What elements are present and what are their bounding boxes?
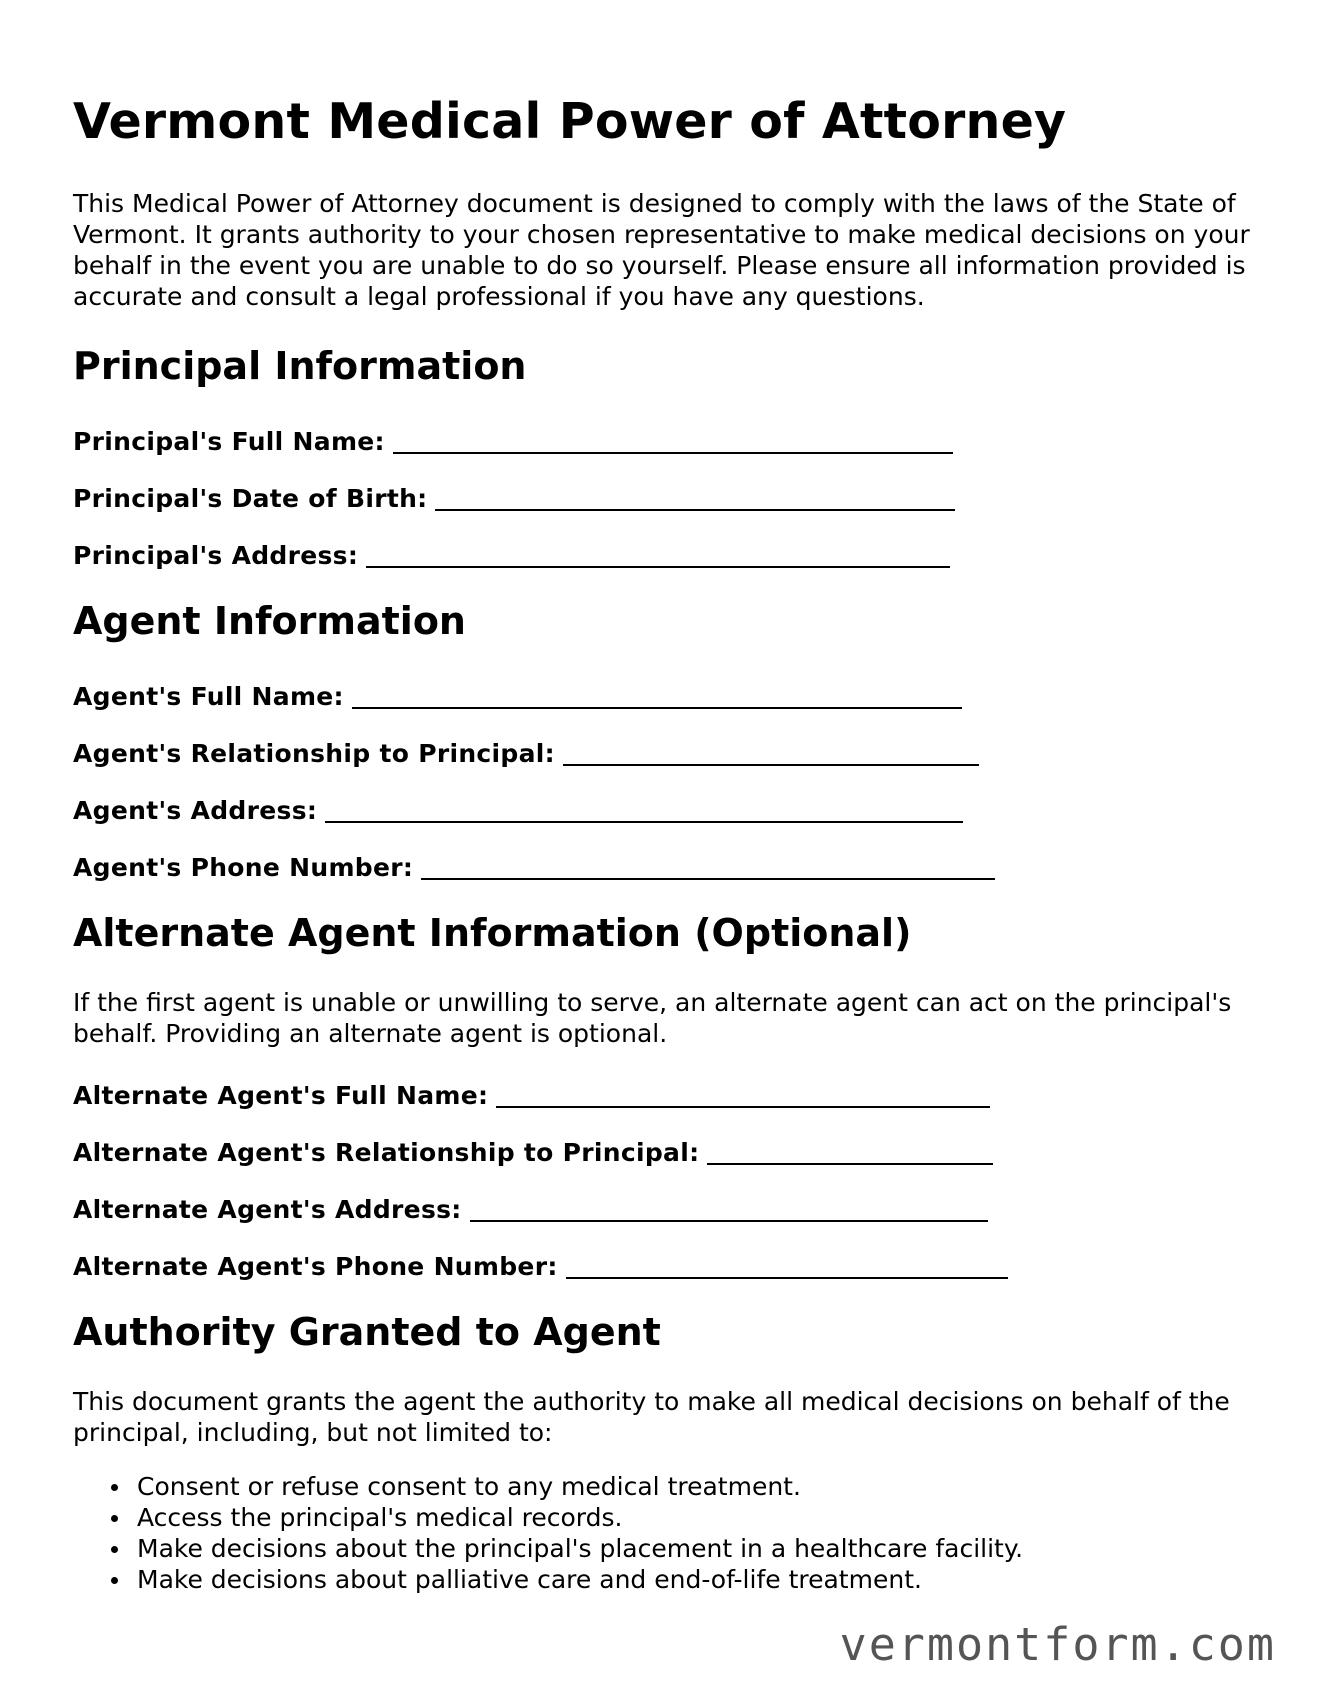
alternate-relationship-label: Alternate Agent's Relationship to Principal: xyxy=(73,1138,700,1167)
agent-section-heading: Agent Information xyxy=(73,599,466,643)
agent-phone-blank[interactable] xyxy=(421,854,995,880)
alternate-relationship-field[interactable] xyxy=(73,1135,993,1168)
authority-list-item: Make decisions about the principal's placement in a healthcare facility. xyxy=(73,1533,1023,1564)
agent-phone-label: Agent's Phone Number: xyxy=(73,853,414,882)
authority-list-item: Make decisions about palliative care and end-of-life treatment. xyxy=(73,1564,1023,1595)
principal-full-name-blank[interactable] xyxy=(393,428,953,454)
alternate-description: If the first agent is unable or unwilling to serve, an alternate agent can act on the principal's behalf. Providing an alternate agent is optional. xyxy=(73,988,1232,1048)
principal-address-field[interactable] xyxy=(73,538,950,571)
agent-relationship-label: Agent's Relationship to Principal: xyxy=(73,739,555,768)
agent-relationship-field[interactable] xyxy=(73,736,979,769)
agent-full-name-blank[interactable] xyxy=(352,683,962,709)
principal-dob-field[interactable] xyxy=(73,481,955,514)
document-title: Vermont Medical Power of Attorney xyxy=(73,93,1067,150)
alternate-address-label: Alternate Agent's Address: xyxy=(73,1195,462,1224)
principal-section-heading: Principal Information xyxy=(73,344,527,388)
alternate-relationship-blank[interactable] xyxy=(707,1139,993,1165)
principal-full-name-label: Principal's Full Name: xyxy=(73,427,385,456)
alternate-address-field[interactable] xyxy=(73,1192,988,1225)
alternate-full-name-label: Alternate Agent's Full Name: xyxy=(73,1081,489,1110)
alternate-full-name-blank[interactable] xyxy=(496,1082,990,1108)
agent-relationship-blank[interactable] xyxy=(563,740,979,766)
alternate-section-heading: Alternate Agent Information (Optional) xyxy=(73,911,912,955)
authority-description: This document grants the agent the authority to make all medical decisions on behalf of the principal, including, but not limited to: xyxy=(73,1387,1230,1447)
agent-full-name-field[interactable] xyxy=(73,679,962,712)
alternate-phone-field[interactable] xyxy=(73,1249,1008,1282)
authority-list-item: Consent or refuse consent to any medical treatment. xyxy=(73,1471,1023,1502)
authority-section-heading: Authority Granted to Agent xyxy=(73,1310,661,1354)
agent-address-blank[interactable] xyxy=(325,797,963,823)
alternate-address-blank[interactable] xyxy=(470,1196,988,1222)
principal-dob-label: Principal's Date of Birth: xyxy=(73,484,428,513)
principal-full-name-field[interactable] xyxy=(73,424,953,457)
agent-address-field[interactable] xyxy=(73,793,963,826)
principal-address-label: Principal's Address: xyxy=(73,541,359,570)
authority-list-item: Access the principal's medical records. xyxy=(73,1502,1023,1533)
alternate-phone-blank[interactable] xyxy=(566,1253,1008,1279)
intro-paragraph: This Medical Power of Attorney document is designed to comply with the laws of the State of Vermont. It grants authority to your chosen representative to make medical decisions on your behalf in the event you are unable to do so yourself. Please ensure all information provided is accurate and consult a legal professional if you have any questions. xyxy=(73,189,1250,311)
agent-full-name-label: Agent's Full Name: xyxy=(73,682,344,711)
principal-dob-blank[interactable] xyxy=(435,485,955,511)
authority-list xyxy=(73,1471,1023,1595)
principal-address-blank[interactable] xyxy=(366,542,950,568)
agent-address-label: Agent's Address: xyxy=(73,796,318,825)
site-watermark: vermontform.com xyxy=(839,1618,1276,1671)
alternate-phone-label: Alternate Agent's Phone Number: xyxy=(73,1252,558,1281)
agent-phone-field[interactable] xyxy=(73,850,995,883)
alternate-full-name-field[interactable] xyxy=(73,1078,990,1111)
